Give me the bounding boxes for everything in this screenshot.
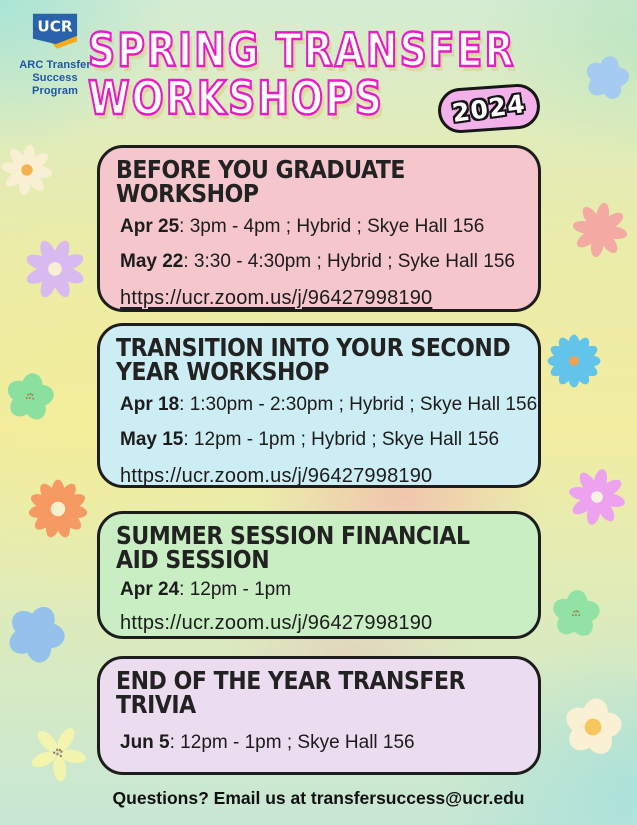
workshop-title-line2: YEAR WORKSHOP <box>116 357 329 386</box>
workshop-title-line1: SUMMER SESSION FINANCIAL <box>116 521 470 550</box>
session-date: Jun 5 <box>120 732 170 753</box>
flower-icon-salmon-daisy-right <box>568 198 633 263</box>
workshop-title-line1: TRANSITION INTO YOUR SECOND <box>116 333 511 362</box>
title-line1: SPRING TRANSFER <box>88 23 516 77</box>
flower-icon-pink-daisy-right <box>563 463 632 532</box>
session-line <box>120 393 538 416</box>
session-info: : 3:30 - 4:30pm ; Hybrid ; Syke Hall 156 <box>183 251 515 272</box>
year-badge-text: 2024 <box>450 89 528 128</box>
workshop-card-before-you-graduate <box>97 145 541 312</box>
zoom-meeting-link[interactable]: https://ucr.zoom.us/j/96427998190 <box>120 612 433 634</box>
session-date: Apr 25 <box>120 216 180 237</box>
workshop-title-line2: WORKSHOP <box>116 179 259 208</box>
flower-icon-blue-flower-left <box>0 594 76 674</box>
workshop-title <box>116 666 522 719</box>
flower-icon-cream-daisy-left <box>0 141 56 200</box>
session-info: : 1:30pm - 2:30pm ; Hybrid ; Skye Hall 156 <box>179 394 538 415</box>
workshop-title-line1: END OF THE YEAR TRANSFER <box>116 666 466 695</box>
workshop-card-end-of-year-trivia <box>97 656 541 775</box>
ucr-shield-icon <box>32 12 78 56</box>
flower-icon-yellow-flower-left <box>18 713 97 792</box>
flower-icon-blue-burst-right <box>547 334 601 388</box>
workshop-title-line2: TRIVIA <box>116 690 196 719</box>
session-date: Apr 24 <box>120 579 180 600</box>
flower-icon-green-flower-left <box>1 368 59 426</box>
flower-icon-purple-daisy-left <box>15 229 96 310</box>
zoom-meeting-link[interactable]: https://ucr.zoom.us/j/96427998190 <box>120 287 433 309</box>
flower-icon-cream-daisy-right <box>558 692 628 762</box>
session-info: : 12pm - 1pm ; Skye Hall 156 <box>169 732 415 753</box>
workshop-card-summer-financial-aid <box>97 511 541 639</box>
session-line <box>120 731 522 754</box>
session-date: May 15 <box>120 429 184 450</box>
workshop-title-line1: BEFORE YOU GRADUATE <box>116 155 405 184</box>
session-date: Apr 18 <box>120 394 180 415</box>
session-line <box>120 578 522 601</box>
program-line2: Success Program <box>32 72 78 98</box>
year-badge <box>437 82 542 134</box>
workshop-title <box>116 155 522 208</box>
zoom-meeting-link[interactable]: https://ucr.zoom.us/j/96427998190 <box>120 465 433 487</box>
session-line <box>120 428 522 451</box>
title-line2: WORKSHOPS <box>88 71 385 125</box>
flower-icon-orange-burst-left <box>28 479 88 539</box>
flower-icon-green-flower-right <box>549 587 603 641</box>
footer-text: Questions? Email us at transfersuccess@ucr.edu <box>112 788 525 808</box>
workshop-card-transition-second-year <box>97 323 541 488</box>
workshop-title <box>116 333 522 386</box>
program-line1: ARC Transfer <box>19 59 91 71</box>
session-line <box>120 215 522 238</box>
session-line <box>120 250 522 273</box>
footer-contact <box>0 788 637 809</box>
workshop-title-line2: AID SESSION <box>116 545 270 574</box>
session-info: : 12pm - 1pm ; Hybrid ; Skye Hall 156 <box>183 429 500 450</box>
session-info: : 3pm - 4pm ; Hybrid ; Skye Hall 156 <box>179 216 485 237</box>
session-info: : 12pm - 1pm <box>179 579 292 600</box>
logo-acronym: UCR <box>37 17 73 36</box>
session-date: May 22 <box>120 251 184 272</box>
workshop-title <box>116 521 522 574</box>
